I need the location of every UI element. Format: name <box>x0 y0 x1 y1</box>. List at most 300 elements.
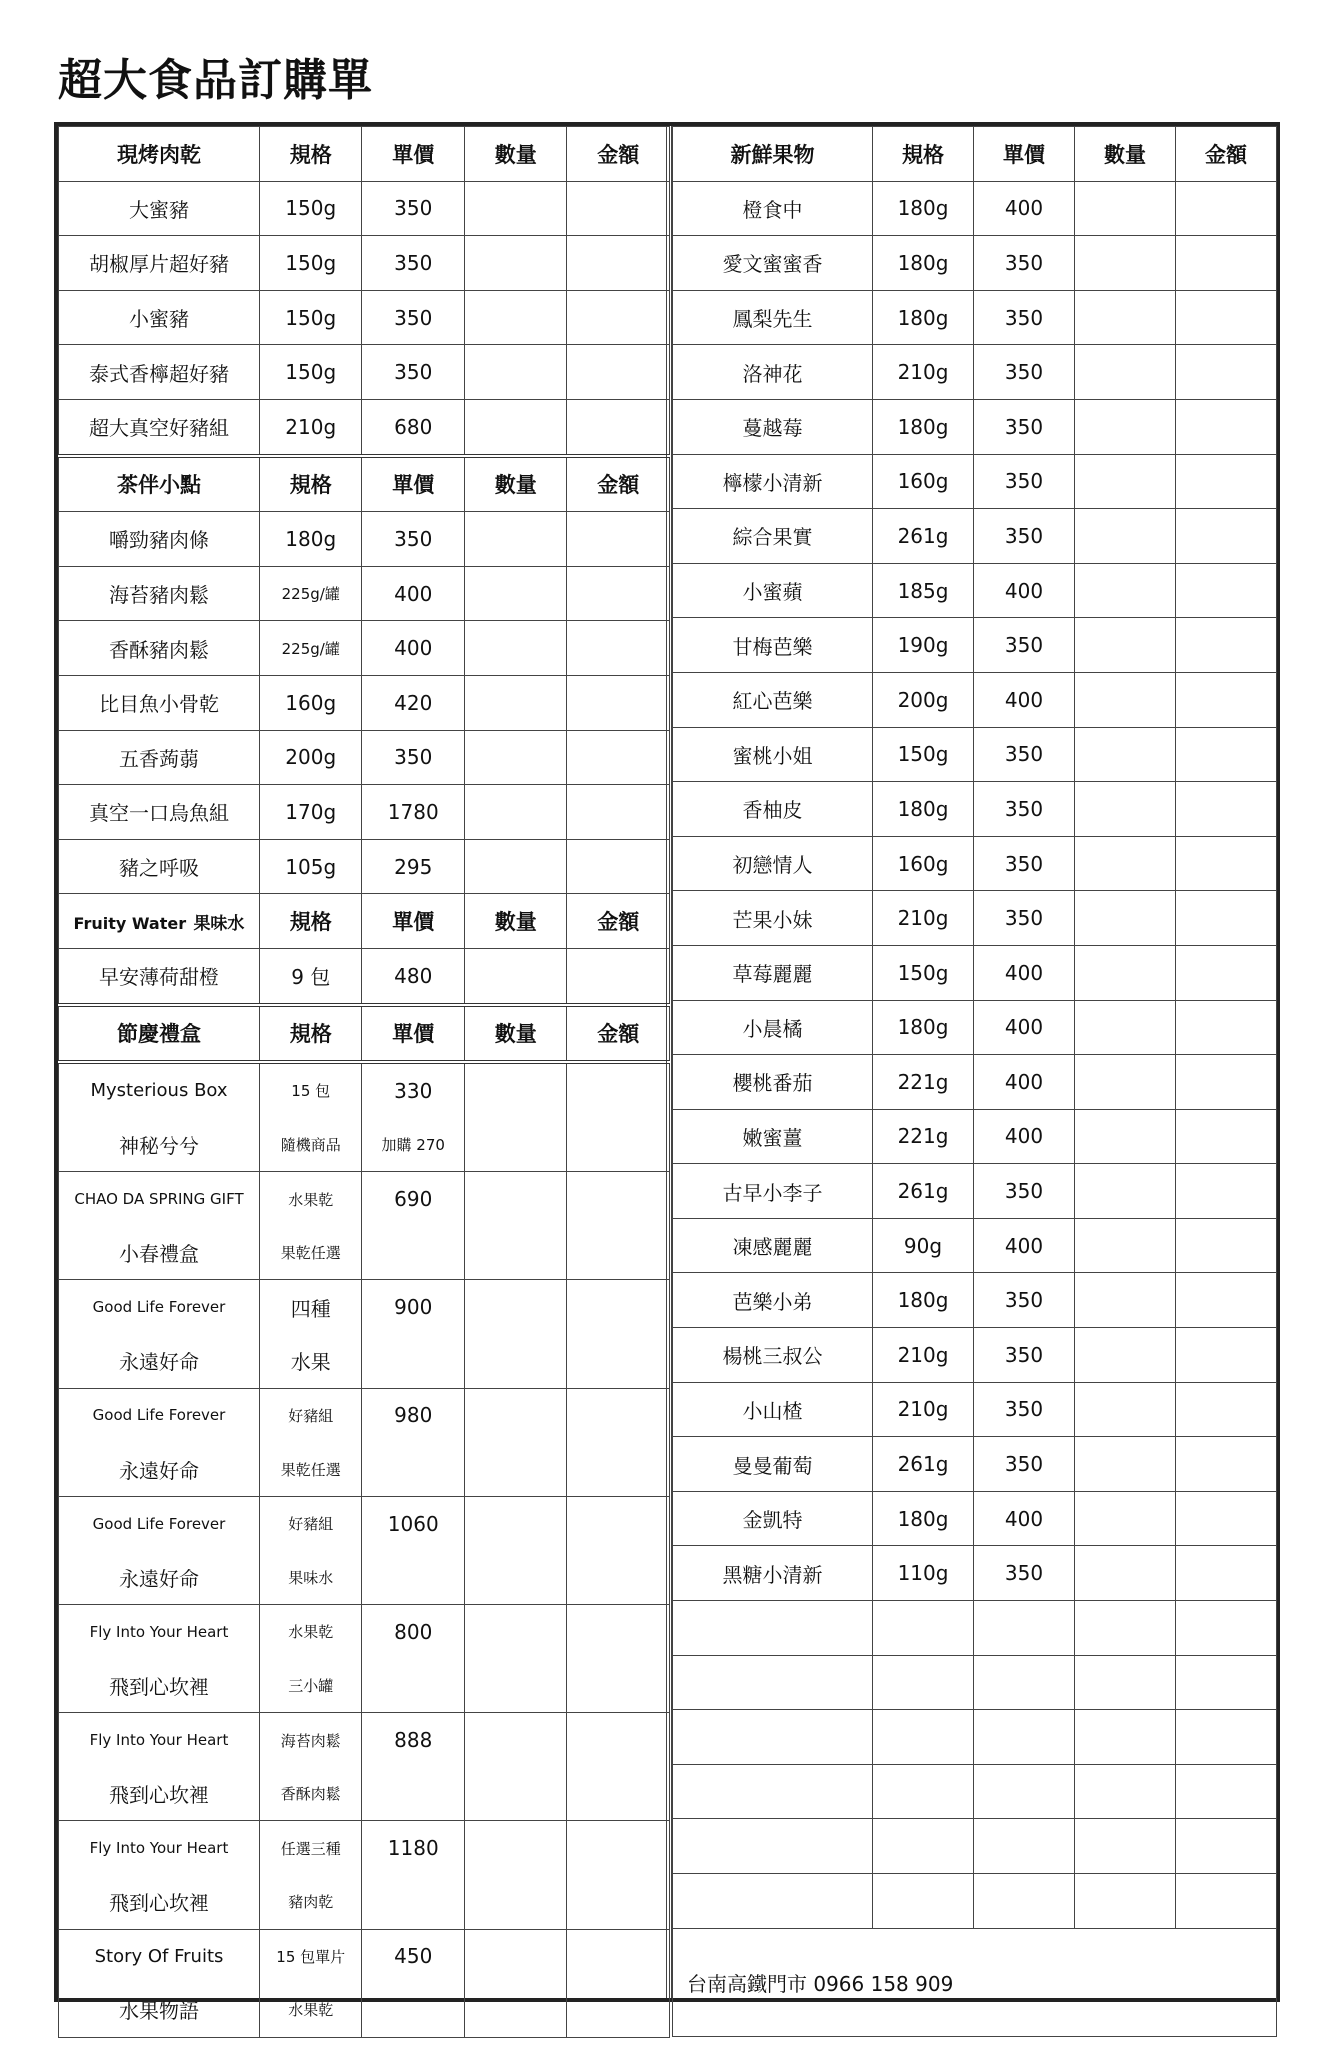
item-price: 350 <box>974 1273 1075 1328</box>
item-spec: 200g <box>873 672 974 727</box>
amount-cell[interactable] <box>567 566 670 621</box>
table-row <box>673 236 1277 291</box>
table-row <box>59 730 670 785</box>
item-spec: 150g <box>259 345 362 400</box>
quantity-cell[interactable] <box>464 1821 567 1929</box>
quantity-cell[interactable] <box>464 290 567 345</box>
item-price: 480 <box>362 948 465 1004</box>
section-header <box>59 1005 670 1063</box>
quantity-cell[interactable] <box>464 181 567 236</box>
amount-cell[interactable] <box>567 839 670 894</box>
quantity-cell[interactable] <box>464 621 567 676</box>
item-price: 350 <box>974 836 1075 891</box>
gift-price: 1180 <box>362 1821 465 1875</box>
amount-cell[interactable] <box>1176 236 1277 291</box>
page-title: 超大食品訂購單 <box>58 55 373 106</box>
spec-header: 規格 <box>259 894 362 949</box>
quantity-cell[interactable] <box>464 399 567 455</box>
amount-cell[interactable] <box>567 512 670 567</box>
quantity-cell[interactable] <box>464 1605 567 1713</box>
gift-price-note <box>362 1659 465 1713</box>
empty-row <box>673 1874 1277 1929</box>
gift-spec-line1: 水果乾 <box>259 1605 362 1659</box>
quantity-cell[interactable] <box>1075 1819 1176 1874</box>
gift-price: 1060 <box>362 1496 465 1550</box>
gift-spec-line2: 水果 <box>259 1334 362 1388</box>
quantity-cell[interactable] <box>1075 563 1176 618</box>
quantity-cell[interactable] <box>1075 618 1176 673</box>
amount-cell[interactable] <box>1176 618 1277 673</box>
item-price: 350 <box>974 345 1075 400</box>
gift-price-note <box>362 1334 465 1388</box>
item-spec: 150g <box>259 181 362 236</box>
item-price: 400 <box>362 621 465 676</box>
gift-name-zh: 小春禮盒 <box>59 1226 260 1280</box>
quantity-cell[interactable] <box>1075 1601 1176 1656</box>
amount-cell[interactable] <box>567 675 670 730</box>
gift-name-en: Good Life Forever <box>59 1280 260 1334</box>
quantity-cell[interactable] <box>464 566 567 621</box>
table-row <box>673 345 1277 400</box>
item-price: 350 <box>974 509 1075 564</box>
section-title <box>59 894 260 949</box>
fruity-water-zh: 果味水 <box>193 913 245 934</box>
quantity-cell[interactable] <box>464 675 567 730</box>
item-price: 350 <box>974 727 1075 782</box>
item-spec: 150g <box>873 945 974 1000</box>
item-price: 350 <box>974 1164 1075 1219</box>
gift-name-en: Fly Into Your Heart <box>59 1821 260 1875</box>
item-name: 小蜜蘋 <box>673 563 873 618</box>
amount-cell[interactable] <box>1176 891 1277 946</box>
section-title: 節慶禮盒 <box>59 1005 260 1063</box>
quantity-cell[interactable] <box>1075 1273 1176 1328</box>
item-spec: 180g <box>873 181 974 236</box>
item-price: 350 <box>974 454 1075 509</box>
amount-cell[interactable] <box>567 1713 670 1821</box>
item-spec: 180g <box>873 782 974 837</box>
table-row <box>59 675 670 730</box>
item-spec: 200g <box>259 730 362 785</box>
item-price: 350 <box>362 345 465 400</box>
quantity-cell[interactable] <box>464 839 567 894</box>
amount-cell[interactable] <box>1176 1382 1277 1437</box>
amount-cell[interactable] <box>1176 1874 1277 1929</box>
item-name: 大蜜豬 <box>59 181 260 236</box>
gift-spec-line2: 豬肉乾 <box>259 1875 362 1929</box>
amount-cell[interactable] <box>1176 1164 1277 1219</box>
amount-cell[interactable] <box>567 730 670 785</box>
item-name: 比目魚小骨乾 <box>59 675 260 730</box>
item-spec: 170g <box>259 785 362 840</box>
amount-cell[interactable] <box>1176 1546 1277 1601</box>
amount-cell[interactable] <box>567 1821 670 1929</box>
item-spec: 105g <box>259 839 362 894</box>
amount-cell[interactable] <box>1176 1218 1277 1273</box>
amount-cell[interactable] <box>1176 290 1277 345</box>
quantity-cell[interactable] <box>464 1280 567 1388</box>
table-row <box>673 399 1277 454</box>
amount-cell[interactable] <box>567 1605 670 1713</box>
item-price: 400 <box>974 945 1075 1000</box>
gift-spec-line2: 果味水 <box>259 1550 362 1604</box>
amount-cell[interactable] <box>567 785 670 840</box>
item-spec: 210g <box>873 1328 974 1383</box>
amount-cell[interactable] <box>1176 672 1277 727</box>
item-price: 400 <box>974 672 1075 727</box>
item-spec: 210g <box>259 399 362 455</box>
gift-name-zh: 永遠好命 <box>59 1442 260 1496</box>
gift-spec-line1: 好豬組 <box>259 1496 362 1550</box>
spec-header: 規格 <box>259 1005 362 1063</box>
quantity-header: 數量 <box>464 1005 567 1063</box>
item-name: 櫻桃番茄 <box>673 1055 873 1110</box>
gift-spec-line2: 果乾任選 <box>259 1442 362 1496</box>
quantity-cell[interactable] <box>1075 891 1176 946</box>
item-name: 愛文蜜蜜香 <box>673 236 873 291</box>
amount-cell[interactable] <box>1176 1764 1277 1819</box>
amount-cell[interactable] <box>567 1062 670 1172</box>
quantity-cell[interactable] <box>1075 1109 1176 1164</box>
amount-cell[interactable] <box>567 345 670 400</box>
gift-spec-line2: 三小罐 <box>259 1659 362 1713</box>
item-price: 350 <box>362 290 465 345</box>
empty-name-cell <box>673 1819 873 1874</box>
gift-row-top <box>59 1605 670 1659</box>
quantity-cell[interactable] <box>1075 672 1176 727</box>
table-row <box>59 839 670 894</box>
table-row <box>673 1437 1277 1492</box>
section-header <box>673 127 1277 182</box>
quantity-cell[interactable] <box>464 512 567 567</box>
empty-name-cell <box>673 1601 873 1656</box>
gift-price-note <box>362 1550 465 1604</box>
quantity-cell[interactable] <box>1075 945 1176 1000</box>
amount-cell[interactable] <box>1176 1601 1277 1656</box>
item-price: 350 <box>974 782 1075 837</box>
gift-name-zh: 飛到心坎裡 <box>59 1659 260 1713</box>
item-name: 洛神花 <box>673 345 873 400</box>
item-spec: 210g <box>873 891 974 946</box>
amount-cell[interactable] <box>1176 1000 1277 1055</box>
item-price: 400 <box>974 181 1075 236</box>
item-price: 350 <box>974 236 1075 291</box>
gift-name-en: Good Life Forever <box>59 1496 260 1550</box>
amount-cell[interactable] <box>1176 1655 1277 1710</box>
amount-cell[interactable] <box>1176 509 1277 564</box>
gift-spec-line1: 任選三種 <box>259 1821 362 1875</box>
item-price: 1780 <box>362 785 465 840</box>
quantity-cell[interactable] <box>464 1929 567 2037</box>
item-name: 嚼勁豬肉條 <box>59 512 260 567</box>
price-header: 單價 <box>362 456 465 512</box>
table-row <box>673 454 1277 509</box>
item-name: 凍感麗麗 <box>673 1218 873 1273</box>
amount-header: 金額 <box>567 456 670 512</box>
empty-row <box>673 1819 1277 1874</box>
amount-cell[interactable] <box>1176 399 1277 454</box>
table-row <box>673 1164 1277 1219</box>
item-spec: 190g <box>873 618 974 673</box>
amount-cell[interactable] <box>1176 727 1277 782</box>
quantity-cell[interactable] <box>464 1713 567 1821</box>
gift-price: 980 <box>362 1388 465 1442</box>
item-name: 曼曼葡萄 <box>673 1437 873 1492</box>
amount-cell[interactable] <box>567 181 670 236</box>
empty-spec-cell <box>873 1655 974 1710</box>
table-row <box>673 1382 1277 1437</box>
quantity-cell[interactable] <box>464 1172 567 1280</box>
item-name: 芭樂小弟 <box>673 1273 873 1328</box>
gift-price: 888 <box>362 1713 465 1767</box>
gift-row-top <box>59 1929 670 1983</box>
empty-spec-cell <box>873 1764 974 1819</box>
gift-name-zh: 水果物語 <box>59 1983 260 2037</box>
amount-cell[interactable] <box>1176 945 1277 1000</box>
quantity-cell[interactable] <box>1075 1382 1176 1437</box>
empty-name-cell <box>673 1874 873 1929</box>
gift-price-note <box>362 1442 465 1496</box>
amount-cell[interactable] <box>1176 1273 1277 1328</box>
price-header: 單價 <box>362 894 465 949</box>
gift-price: 900 <box>362 1280 465 1334</box>
gift-name-en: Fly Into Your Heart <box>59 1605 260 1659</box>
quantity-cell[interactable] <box>464 1062 567 1172</box>
table-row <box>59 345 670 400</box>
item-price: 680 <box>362 399 465 455</box>
item-price: 350 <box>974 399 1075 454</box>
empty-spec-cell <box>873 1601 974 1656</box>
gift-name-en: CHAO DA SPRING GIFT <box>59 1172 260 1226</box>
empty-name-cell <box>673 1655 873 1710</box>
amount-cell[interactable] <box>567 290 670 345</box>
item-name: 綜合果實 <box>673 509 873 564</box>
item-name: 甘梅芭樂 <box>673 618 873 673</box>
item-name: 小山楂 <box>673 1382 873 1437</box>
empty-row <box>673 1601 1277 1656</box>
table-row <box>59 785 670 840</box>
fresh-fruit-table <box>672 126 1277 2037</box>
item-spec: 150g <box>259 290 362 345</box>
item-name: 五香蒟蒻 <box>59 730 260 785</box>
quantity-cell[interactable] <box>1075 1055 1176 1110</box>
amount-cell[interactable] <box>1176 1109 1277 1164</box>
quantity-cell[interactable] <box>464 785 567 840</box>
empty-row <box>673 1764 1277 1819</box>
table-row <box>673 618 1277 673</box>
quantity-cell[interactable] <box>1075 290 1176 345</box>
table-row <box>673 181 1277 236</box>
item-spec: 180g <box>873 1273 974 1328</box>
quantity-cell[interactable] <box>1075 454 1176 509</box>
quantity-cell[interactable] <box>1075 345 1176 400</box>
quantity-cell[interactable] <box>1075 399 1176 454</box>
item-price: 400 <box>362 566 465 621</box>
quantity-cell[interactable] <box>1075 1218 1176 1273</box>
item-name: 蜜桃小姐 <box>673 727 873 782</box>
quantity-cell[interactable] <box>464 1388 567 1496</box>
gift-name-en: Fly Into Your Heart <box>59 1713 260 1767</box>
quantity-cell[interactable] <box>1075 1655 1176 1710</box>
item-price: 350 <box>974 618 1075 673</box>
table-row <box>673 1109 1277 1164</box>
item-price: 350 <box>974 1546 1075 1601</box>
amount-cell[interactable] <box>1176 563 1277 618</box>
gift-spec-line1: 四種 <box>259 1280 362 1334</box>
quantity-cell[interactable] <box>1075 1874 1176 1929</box>
quantity-cell[interactable] <box>1075 1328 1176 1383</box>
gift-name-en: Mysterious Box <box>59 1062 260 1118</box>
gift-price-note: 加購 270 <box>362 1118 465 1172</box>
item-name: 真空一口烏魚組 <box>59 785 260 840</box>
amount-cell[interactable] <box>1176 1328 1277 1383</box>
item-name: 檸檬小清新 <box>673 454 873 509</box>
item-price: 350 <box>974 1437 1075 1492</box>
amount-cell[interactable] <box>1176 345 1277 400</box>
quantity-cell[interactable] <box>464 1496 567 1604</box>
empty-spec-cell <box>873 1819 974 1874</box>
gift-name-zh: 飛到心坎裡 <box>59 1767 260 1821</box>
table-row <box>673 563 1277 618</box>
gift-row-top <box>59 1280 670 1334</box>
item-spec: 221g <box>873 1109 974 1164</box>
table-row <box>673 1491 1277 1546</box>
item-price: 400 <box>974 1491 1075 1546</box>
quantity-cell[interactable] <box>1075 727 1176 782</box>
gift-spec-line2: 果乾任選 <box>259 1226 362 1280</box>
empty-price-cell <box>974 1601 1075 1656</box>
item-name: 胡椒厚片超好豬 <box>59 236 260 291</box>
quantity-cell[interactable] <box>464 345 567 400</box>
gift-price: 450 <box>362 1929 465 1983</box>
gift-row-top <box>59 1496 670 1550</box>
amount-cell[interactable] <box>567 1172 670 1280</box>
quantity-cell[interactable] <box>1075 1764 1176 1819</box>
item-name: 草莓麗麗 <box>673 945 873 1000</box>
item-name: 豬之呼吸 <box>59 839 260 894</box>
table-row <box>673 891 1277 946</box>
item-name: 香酥豬肉鬆 <box>59 621 260 676</box>
order-form <box>54 122 1280 2024</box>
table-row <box>673 672 1277 727</box>
item-name: 初戀情人 <box>673 836 873 891</box>
item-price: 350 <box>362 236 465 291</box>
item-spec: 180g <box>873 236 974 291</box>
quantity-cell[interactable] <box>1075 181 1176 236</box>
amount-cell[interactable] <box>1176 1055 1277 1110</box>
item-price: 400 <box>974 563 1075 618</box>
amount-cell[interactable] <box>1176 782 1277 837</box>
quantity-header: 數量 <box>464 894 567 949</box>
section-title: 茶伴小點 <box>59 456 260 512</box>
amount-cell[interactable] <box>567 1280 670 1388</box>
table-row <box>673 509 1277 564</box>
gift-name-en: Good Life Forever <box>59 1388 260 1442</box>
item-price: 350 <box>362 512 465 567</box>
quantity-cell[interactable] <box>1075 1437 1176 1492</box>
item-price: 400 <box>974 1109 1075 1164</box>
quantity-header: 數量 <box>1075 127 1176 182</box>
item-spec: 90g <box>873 1218 974 1273</box>
item-name: 早安薄荷甜橙 <box>59 948 260 1004</box>
gift-row-top <box>59 1172 670 1226</box>
amount-cell[interactable] <box>567 1496 670 1604</box>
gift-price: 330 <box>362 1062 465 1118</box>
amount-header: 金額 <box>567 127 670 182</box>
gift-row-top <box>59 1821 670 1875</box>
amount-header: 金額 <box>567 1005 670 1063</box>
empty-spec-cell <box>873 1874 974 1929</box>
section-title: 新鮮果物 <box>673 127 873 182</box>
quantity-cell[interactable] <box>464 730 567 785</box>
table-row <box>673 1328 1277 1383</box>
empty-name-cell <box>673 1710 873 1765</box>
left-order-table <box>58 126 670 2038</box>
item-name: 黑糖小清新 <box>673 1546 873 1601</box>
item-name: 楊桃三叔公 <box>673 1328 873 1383</box>
item-spec: 160g <box>873 454 974 509</box>
quantity-cell[interactable] <box>1075 1491 1176 1546</box>
item-name: 超大真空好豬組 <box>59 399 260 455</box>
quantity-cell[interactable] <box>1075 509 1176 564</box>
amount-cell[interactable] <box>567 1388 670 1496</box>
item-price: 400 <box>974 1000 1075 1055</box>
table-row <box>673 290 1277 345</box>
item-name: 小晨橘 <box>673 1000 873 1055</box>
quantity-cell[interactable] <box>464 236 567 291</box>
quantity-cell[interactable] <box>1075 1546 1176 1601</box>
empty-spec-cell <box>873 1710 974 1765</box>
quantity-cell[interactable] <box>1075 782 1176 837</box>
amount-cell[interactable] <box>567 621 670 676</box>
item-spec: 261g <box>873 1437 974 1492</box>
gift-spec-line2: 香酥肉鬆 <box>259 1767 362 1821</box>
amount-cell[interactable] <box>1176 1491 1277 1546</box>
table-row <box>673 1218 1277 1273</box>
quantity-cell[interactable] <box>1075 836 1176 891</box>
item-spec: 180g <box>873 1491 974 1546</box>
quantity-cell[interactable] <box>1075 1164 1176 1219</box>
gift-spec-line1: 好豬組 <box>259 1388 362 1442</box>
amount-cell[interactable] <box>567 948 670 1004</box>
empty-row <box>673 1655 1277 1710</box>
item-price: 350 <box>974 891 1075 946</box>
item-spec: 180g <box>873 290 974 345</box>
amount-cell[interactable] <box>567 399 670 455</box>
quantity-cell[interactable] <box>1075 236 1176 291</box>
price-header: 單價 <box>362 1005 465 1063</box>
quantity-cell[interactable] <box>1075 1710 1176 1765</box>
amount-cell[interactable] <box>567 1929 670 2037</box>
quantity-header: 數量 <box>464 456 567 512</box>
item-spec: 9 包 <box>259 948 362 1004</box>
amount-cell[interactable] <box>567 236 670 291</box>
amount-cell[interactable] <box>1176 1819 1277 1874</box>
gift-row-top <box>59 1062 670 1118</box>
amount-cell[interactable] <box>1176 1710 1277 1765</box>
amount-cell[interactable] <box>1176 181 1277 236</box>
spec-header: 規格 <box>259 127 362 182</box>
amount-cell[interactable] <box>1176 454 1277 509</box>
table-row <box>59 181 670 236</box>
quantity-cell[interactable] <box>464 948 567 1004</box>
amount-cell[interactable] <box>1176 836 1277 891</box>
quantity-cell[interactable] <box>1075 1000 1176 1055</box>
item-spec: 150g <box>259 236 362 291</box>
item-price: 350 <box>974 1328 1075 1383</box>
amount-cell[interactable] <box>1176 1437 1277 1492</box>
table-row <box>59 566 670 621</box>
